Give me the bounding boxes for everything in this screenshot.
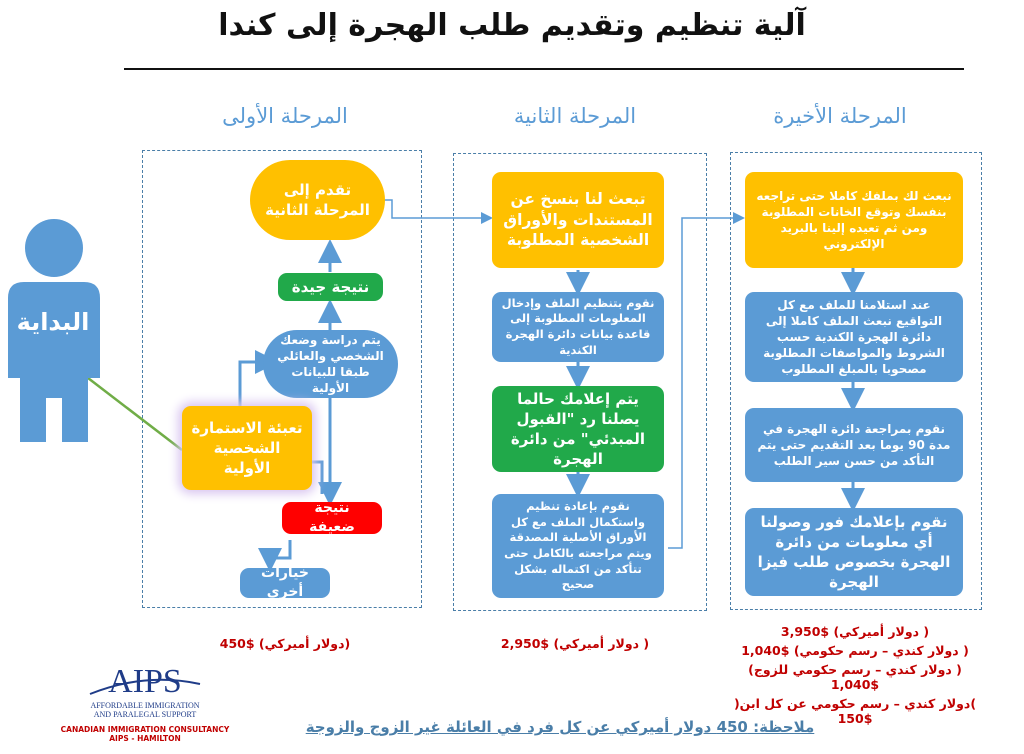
- visa-update-box: نقوم بإعلامك فور وصولنا أي معلومات من دائرة الهجرة بخصوص طلب فيزا الهجرة: [745, 508, 963, 596]
- footer-note: ملاحظة: 450 دولار أميركي عن كل فرد في العائلة غير الزوج والزوجة: [305, 718, 815, 736]
- submit-file-box: عند استلامنا للملف مع كل التواقيع نبعث الملف كاملا إلى دائرة الهجرة الكندية حسب الشروط والمواصفات المطلوبة مصحوبا بالمبلغ المطلوب: [745, 292, 963, 382]
- logo-consultancy: CANADIAN IMMIGRATION CONSULTANCY: [60, 724, 230, 734]
- preliminary-acceptance-box: يتم إعلامك حالما يصلنا رد "القبول المبدئي" من دائرة الهجرة: [492, 386, 664, 472]
- send-file-for-review-box: نبعث لك بملفك كاملا حتى تراجعه بنفسك وتوقع الخانات المطلوبة ومن ثم تعيده إلينا بالبريد الإلكتروني: [745, 172, 963, 268]
- fee-line: ( دولار كندي – رسم حكومي) $1,040: [741, 643, 969, 658]
- send-copies-box: تبعث لنا بنسخ عن المستندات والأوراق الشخصية المطلوبة: [492, 172, 664, 268]
- weak-result-badge: نتيجة ضعيفة: [282, 502, 382, 534]
- aips-logo: [30, 662, 260, 743]
- logo-subtitle-1: AFFORDABLE IMMIGRATION: [90, 701, 200, 710]
- stage-two-fee: ( دولار أميركي) $2,950: [500, 636, 650, 651]
- other-options-box: خيارات أخرى: [240, 568, 330, 598]
- follow-up-review-box: نقوم بمراجعة دائرة الهجرة في مدة 90 يوما بعد التقديم حتى يتم التأكد من حسن سير الطلب: [745, 408, 963, 482]
- fee-line: ( دولار كندي – رسم حكومي للزوج) $1,040: [748, 662, 962, 692]
- fee-line: )دولار كندي – رسم حكومي عن كل ابن( $150: [733, 696, 977, 726]
- study-status-ellipse: يتم دراسة وضعك الشخصي والعائلي طبقا للبيانات الأولية: [263, 330, 398, 398]
- logo-location: AIPS - HAMILTON: [109, 733, 181, 743]
- stage-last-heading: المرحلة الأخيرة: [773, 104, 907, 128]
- stage-second-heading: المرحلة الثانية: [513, 104, 637, 128]
- initial-form-box: تعبئة الاستمارة الشخصية الأولية: [182, 406, 312, 490]
- page-title: آلية تنظيم وتقديم طلب الهجرة إلى كندا: [218, 8, 806, 43]
- good-result-badge: نتيجة جيدة: [278, 273, 383, 301]
- logo-subtitle-2: AND PARALEGAL SUPPORT: [93, 709, 197, 719]
- stage-first-heading: المرحلة الأولى: [222, 104, 348, 128]
- start-label: البداية: [16, 308, 90, 336]
- stage-one-fee: (دولار أميركي) $450: [219, 636, 351, 651]
- logo-swoosh-icon: [30, 662, 260, 702]
- fee-line: ( دولار أميركي) $3,950: [780, 624, 930, 639]
- stage-three-fees: [730, 624, 980, 726]
- organize-file-box: نقوم بتنظيم الملف وإدخال المعلومات المطلوبة إلى قاعدة بيانات دائرة الهجرة الكندية: [492, 292, 664, 362]
- logo-mark: AIPS: [108, 663, 182, 700]
- reorganize-file-box: نقوم بإعادة تنظيم واستكمال الملف مع كل الأوراق الأصلية المصدقة ويتم مراجعته بالكامل حتى تتأكد من اكتماله بشكل صحيح: [492, 494, 664, 598]
- advance-to-stage-two-ellipse: تقدم إلى المرحلة الثانية: [250, 160, 385, 240]
